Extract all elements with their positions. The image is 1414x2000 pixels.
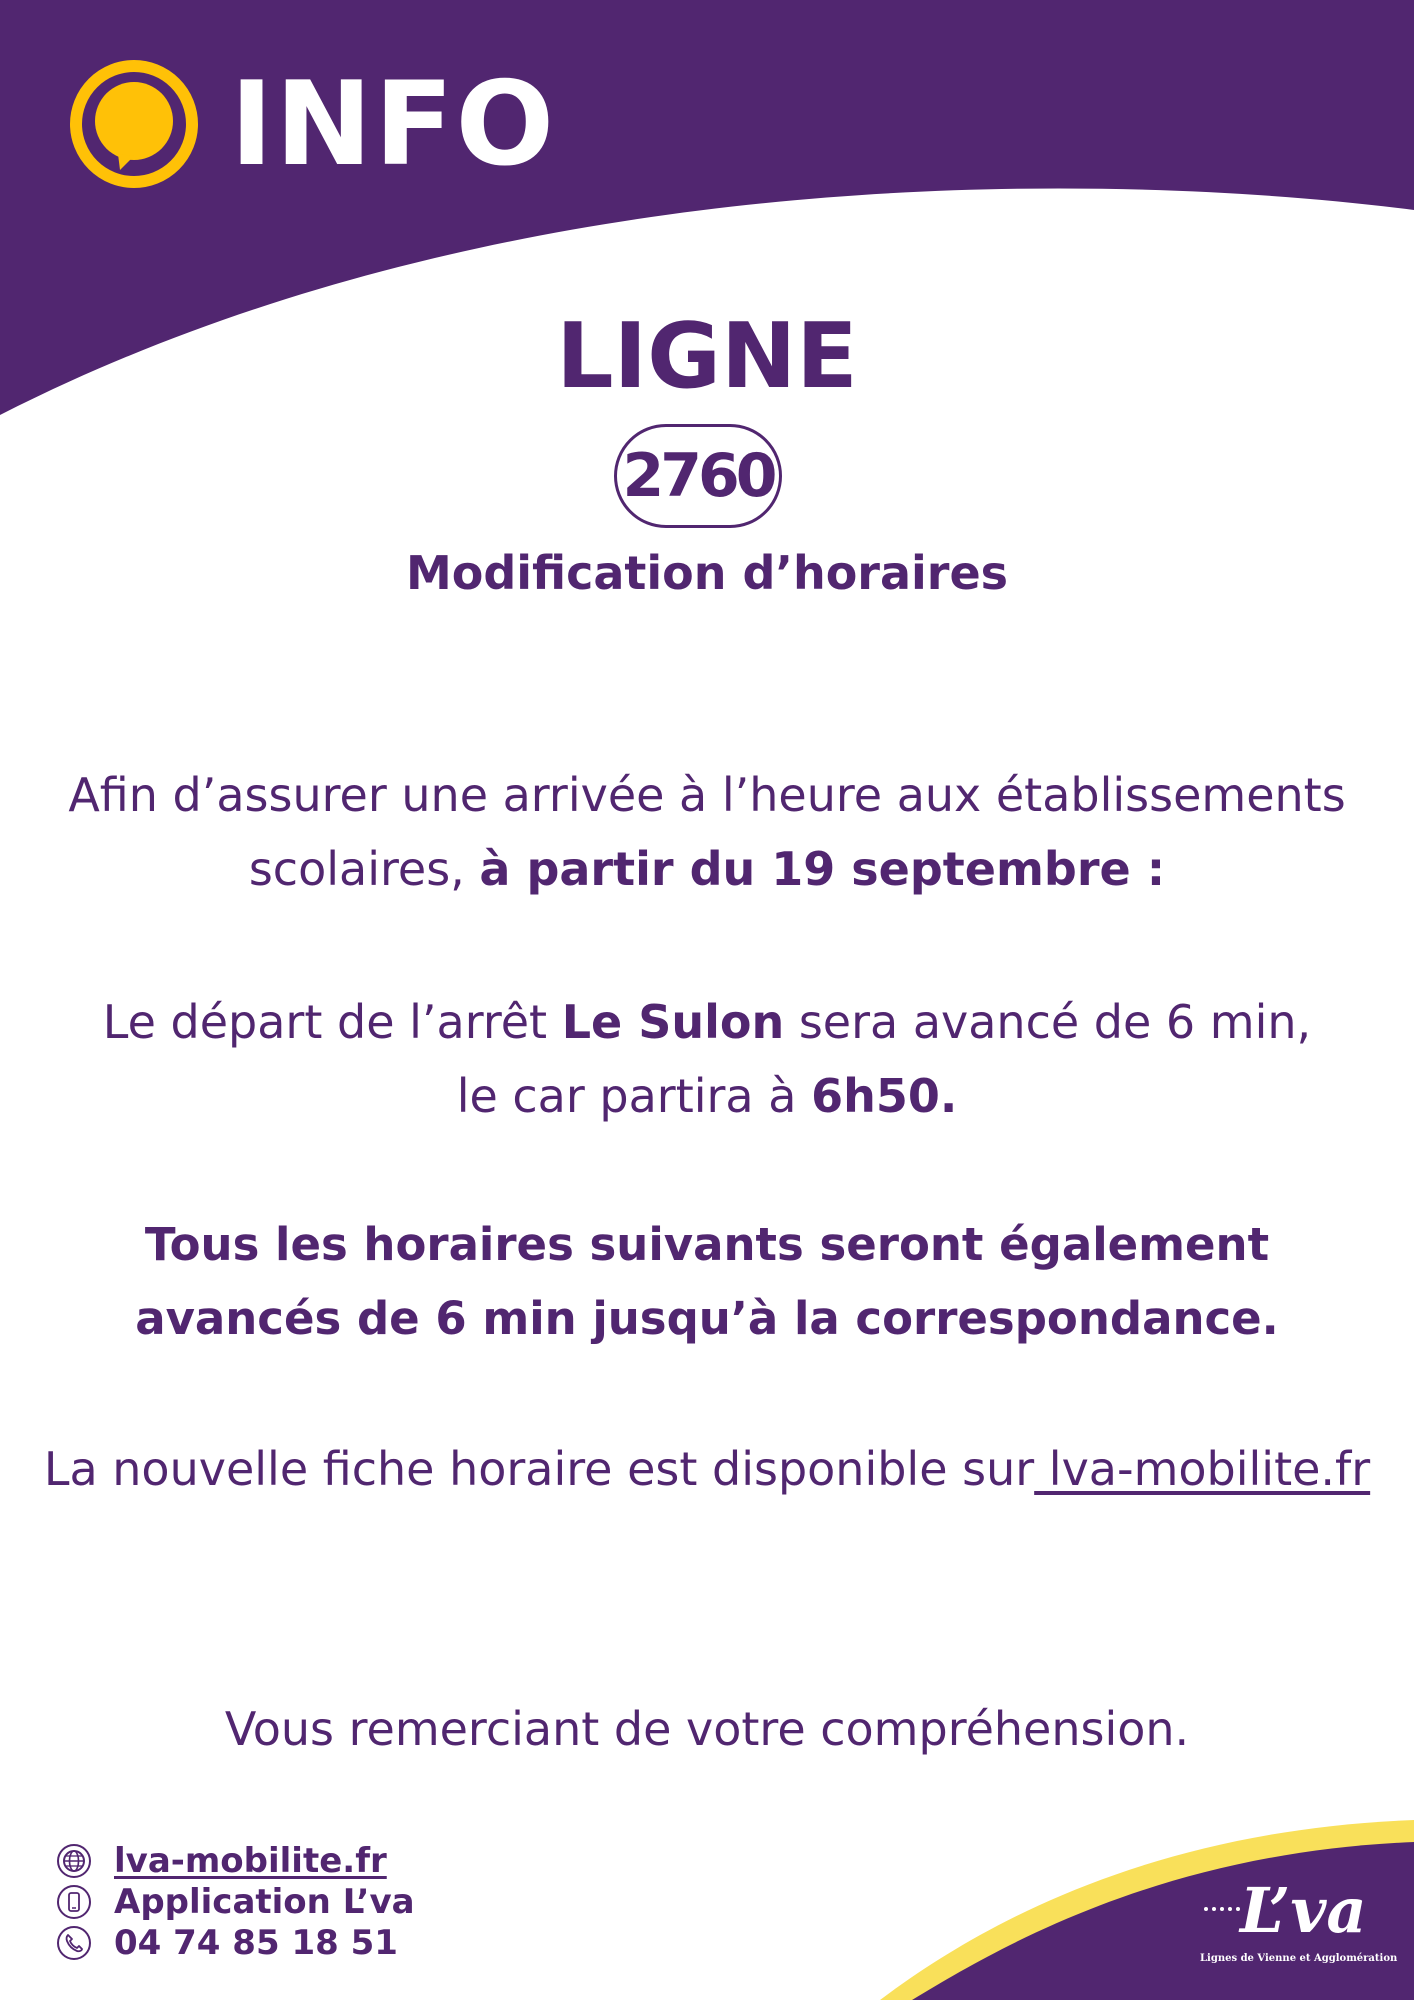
info-title: INFO [230, 57, 557, 192]
logo-tagline: Lignes de Vienne et Agglomération [1200, 1953, 1398, 1964]
stop-name: Le Sulon [561, 995, 785, 1049]
paragraph-timetable [0, 1432, 1414, 1506]
footer-app: Application L’va [114, 1881, 415, 1922]
footer-contacts [56, 1840, 415, 1963]
footer-website[interactable]: lva-mobilite.fr [114, 1840, 387, 1881]
speech-bubble-icon [68, 58, 202, 192]
timetable-text: La nouvelle fiche horaire est disponible sur [43, 1442, 1035, 1496]
paragraph-intro [20, 758, 1394, 906]
ligne-heading: LIGNE [556, 304, 858, 409]
footer-website-row[interactable] [56, 1840, 415, 1881]
departure-line-2 [20, 1059, 1394, 1133]
notice-subtitle: Modification d’horaires [405, 546, 1009, 600]
logo-word: L’va [1240, 1874, 1367, 1947]
departure-text-b: sera avancé de 6 min, [784, 995, 1312, 1049]
paragraph-departure [20, 985, 1394, 1133]
following-line-1: Tous les horaires suivants seront également [144, 1218, 1270, 1271]
logo-marks [1202, 1902, 1242, 1916]
intro-line-1: Afin d’assurer une arrivée à l’heure aux établissements [68, 768, 1346, 822]
globe-icon [56, 1843, 92, 1879]
phone-device-icon [56, 1884, 92, 1920]
intro-line-2 [20, 832, 1394, 906]
footer-phone: 04 74 85 18 51 [114, 1922, 398, 1963]
departure-text-a: Le départ de l’arrêt [102, 995, 562, 1049]
paragraph-thanks: Vous remerciant de votre compréhension. [224, 1702, 1190, 1756]
timetable-link[interactable]: lva-mobilite.fr [1034, 1442, 1371, 1496]
telephone-icon [56, 1925, 92, 1961]
departure-time: 6h50. [811, 1069, 958, 1123]
departure-text-c: le car partira à [456, 1069, 812, 1123]
departure-line-1 [20, 985, 1394, 1059]
following-line-2: avancés de 6 min jusqu’à la correspondance. [135, 1292, 1279, 1345]
footer-phone-row [56, 1922, 415, 1963]
lva-logo [1200, 1874, 1398, 1970]
header [68, 58, 556, 192]
footer-app-row [56, 1881, 415, 1922]
line-number-badge: 2760 [614, 424, 782, 528]
intro-date: à partir du 19 septembre : [479, 842, 1166, 896]
intro-text: scolaires, [248, 842, 480, 896]
paragraph-following-times [20, 1208, 1394, 1356]
